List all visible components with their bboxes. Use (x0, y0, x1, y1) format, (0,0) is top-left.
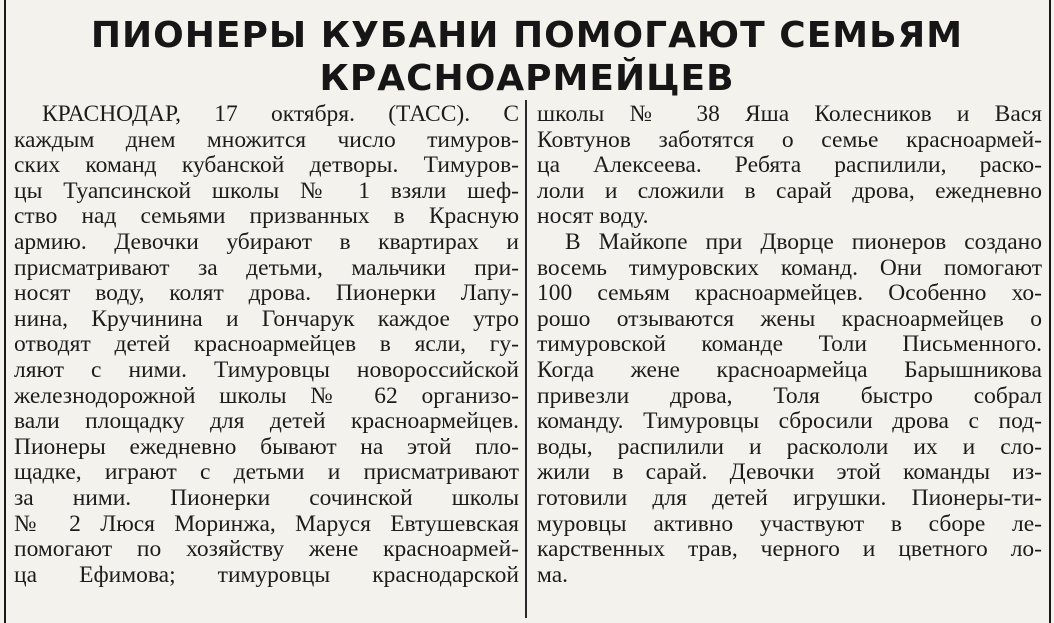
text-line: каждым днем множится число тимуров- (14, 127, 519, 153)
text-line: ляют с ними. Тимуровцы новороссийской (14, 357, 519, 383)
text-line: привезли дрова, Толя быстро собрал (537, 383, 1042, 409)
text-line: 100 семьям красноармейцев. Особенно хо- (537, 281, 1042, 307)
text-line: ма. (537, 562, 569, 588)
text-line: за ними. Пионерки сочинской школы (14, 485, 519, 511)
text-line: железнодорожной школы № 62 организо- (14, 383, 519, 409)
text-line: присматривают за детьми, мальчики при- (14, 255, 519, 281)
text-line: муровцы активно участвуют в сборе ле- (537, 511, 1042, 537)
text-line: команду. Тимуровцы сбросили дрова с под- (537, 409, 1042, 435)
text-line: КРАСНОДАР, 17 октября. (ТАСС). С (42, 102, 519, 127)
text-line: № 2 Люся Моринжа, Маруся Евтушевская (14, 511, 519, 537)
text-line: нина, Кручинина и Гончарук каждое утро (14, 306, 519, 332)
text-line: ство над семьями призванных в Красную (14, 204, 519, 230)
headline-line-1: ПИОНЕРЫ КУБАНИ ПОМОГАЮТ СЕМЬЯМ (90, 15, 964, 56)
text-line: воды, распилили и раскололи их и сло- (537, 434, 1042, 460)
article-right-column (537, 102, 1042, 588)
text-line: носят воду, колят дрова. Пионерки Лапу- (14, 281, 519, 307)
text-line: армию. Девочки убирают в квартирах и (14, 229, 519, 255)
text-line: цы Туапсинской школы № 1 взяли шеф- (14, 178, 519, 204)
article-left-column (14, 102, 519, 588)
column-divider (525, 100, 527, 618)
text-line: готовили для детей игрушки. Пионеры-ти- (537, 485, 1042, 511)
text-line: жили в сарай. Девочки этой команды из- (537, 460, 1042, 486)
text-line: восемь тимуровских команд. Они помогают (537, 255, 1042, 281)
text-line: ских команд кубанской детворы. Тимуров- (14, 153, 519, 179)
text-line: Когда жене красноармейца Барышникова (537, 357, 1042, 383)
article-headline (0, 14, 1054, 100)
text-line: рошо отзываются жены красноармейцев о (537, 306, 1042, 332)
text-line: Пионеры ежедневно бывают на этой пло- (14, 434, 519, 460)
text-line: школы № 38 Яша Колесников и Вася (537, 102, 1042, 127)
text-line: Ковтунов заботятся о семье красноармей- (537, 127, 1042, 153)
text-line: ца Ефимова; тимуровцы краснодарской (14, 562, 519, 588)
text-line: отводят детей красноармейцев в ясли, гу- (14, 332, 519, 358)
headline-line-2: КРАСНОАРМЕЙЦЕВ (319, 58, 735, 99)
text-line: помогают по хозяйству жене красноармей- (14, 537, 519, 563)
text-line: тимуровской команде Толи Письменного. (537, 332, 1042, 358)
text-line: ца Алексеева. Ребята распилили, раско- (537, 153, 1042, 179)
text-line: лоли и сложили в сарай дрова, ежедневно (537, 178, 1042, 204)
text-line: щадке, играют с детьми и присматривают (14, 460, 519, 486)
text-line: карственных трав, черного и цветного ло- (537, 537, 1042, 563)
text-line: носят воду. (537, 204, 649, 230)
text-line: В Майкопе при Дворце пионеров создано (565, 229, 1042, 255)
text-line: вали площадку для детей красноармейцев. (14, 409, 519, 435)
